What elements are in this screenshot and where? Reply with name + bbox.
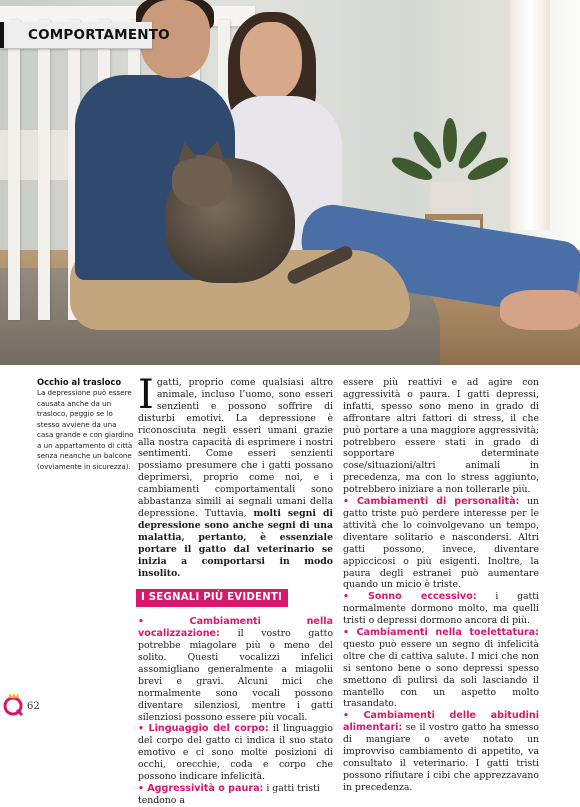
sidebar-box	[37, 377, 134, 472]
list-item: • Cambiamenti nella toelettatura: questo può essere un segno di infelicità oltre che di cattiva salute. I mici che non si sentono bene o sono depressi spesso smettono di pulirsi da soli lasciando il mantello con un aspetto molto trasandato.	[343, 627, 539, 710]
article-column-2	[343, 377, 539, 794]
sidebar-title: Occhio al trasloco	[37, 377, 122, 387]
section-tag	[0, 22, 170, 49]
intro-bold: molti segni di depressione sono anche segni di una malattia, pertanto, è essenziale portare il gatto dal veterinario se inizia a comportarsi in modo insolito.	[138, 507, 333, 579]
list-item: • Cambiamenti nella vocalizzazione: il vostro gatto potrebbe miagolare più o meno del solito. Questi vocalizzi infelici assomigliano generalmente a miagolii brevi e gravi. Alcuni mici che normalmente sono vocali possono diventare silenziosi, mentre i gatti silenziosi possono essere più vocali.	[138, 616, 333, 723]
box-title: I SEGNALI PIÙ EVIDENTI	[136, 589, 333, 607]
magazine-logo-icon	[2, 692, 26, 716]
article-column-1	[138, 372, 334, 807]
list-item: • Sonno eccessivo: i gatti normalmente dormono molto, ma quelli tristi o depressi dormono ancora di più.	[343, 591, 540, 627]
list-item: • Aggressività o paura: i gatti tristi tendono a	[138, 783, 320, 806]
plant	[415, 108, 485, 188]
sidebar-text: La depressione può essere causata anche da un trasloco, peggio se lo stesso avviene da una casa grande e con giardino a un appartamento di città senza neanche un balcone (ovviamente in sicurezza).	[37, 388, 134, 471]
list-item: • Cambiamenti delle abitudini alimentari: se il vostro gatto ha smesso di mangiare o avete notato un improvviso cambiamento di appetito, va consultato il veterinario. I gatti tristi possono rifiutare i cibi che apprezzavano in precedenza.	[343, 710, 539, 793]
section-label: COMPORTAMENTO	[28, 27, 170, 43]
list-item-continued: essere più reattivi e ad agire con aggressività o paura. I gatti depressi, infatti, spesso sono meno in grado di affrontare altri fattori di stress, il che può portare a una maggiore aggressività; potrebbero essere stati in grado di sopportare determinate cose/situazioni/altri animali in precedenza, ma con lo stress aggiunto, potrebbero iniziare a non tollerarle più.	[343, 377, 539, 496]
article-intro	[138, 372, 333, 579]
list-item: • Cambiamenti di personalità: un gatto triste può perdere interesse per le attività che lo coinvolgevano un tempo, diventare solitario e nascondersi. Altri gatti possono, invece, diventare appiccicosi o più esigenti. Inoltre, la paura degli estranei può aumentare quando un micio è triste.	[343, 496, 539, 591]
list-item: • Linguaggio del corpo: il linguaggio del corpo del gatto ci indica il suo stato emotivo e ci sono molte posizioni di occhi, orecchie, coda e corpo che possono indicare infelicità.	[138, 723, 334, 783]
page-number: 62	[27, 701, 40, 712]
hero-photo	[0, 0, 580, 365]
intro-text: gatti, proprio come qualsiasi altro animale, incluso l’uomo, sono esseri senzienti e possono soffrire di disturbi emotivi. La depressione è riconosciuta negli esseri umani grazie alla nostra capacità di esprimere i nostri sentimenti. Come esseri senzienti possiamo presumere che i gatti possano deprimersi, proprio come noi, e i cambiamenti comportamentali sono abbastanza simili ai segnali umani della depressione. Tuttavia,	[138, 377, 333, 519]
dropcap: I	[138, 372, 154, 418]
woman	[240, 22, 302, 100]
page-folio	[2, 692, 40, 716]
